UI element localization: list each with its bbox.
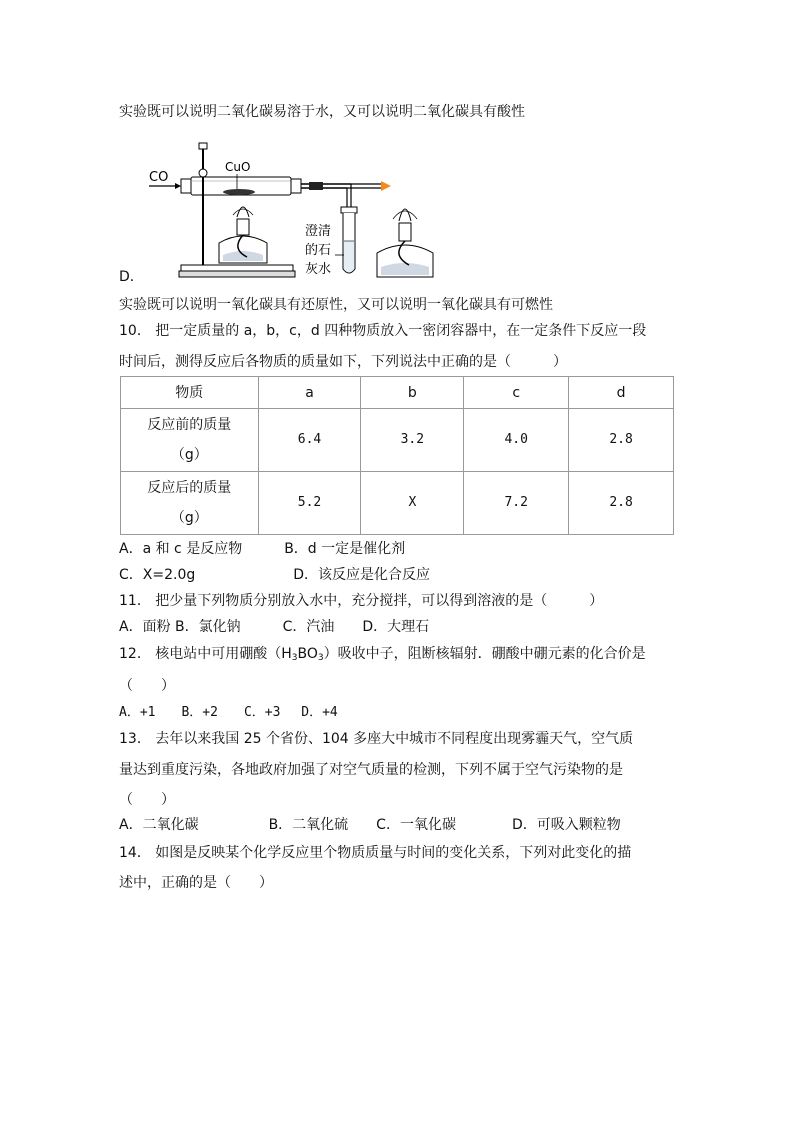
- row-label-cell: [121, 472, 259, 535]
- q12-text-post: ）吸收中子，阻断核辐射．硼酸中硼元素的化合价是: [323, 646, 646, 662]
- q10-line-1: 10． 把一定质量的 a，b，c，d 四种物质放入一密闭容器中，在一定条件下反应一段: [119, 323, 647, 339]
- table-cell: 5.2: [258, 472, 361, 535]
- table-row: [121, 409, 674, 472]
- limewater-label-2: 的石: [305, 243, 332, 258]
- option-d-label: D．: [119, 269, 144, 285]
- table-header-row: [121, 377, 674, 409]
- mass-table: [120, 376, 674, 535]
- table-cell: 4.0: [464, 409, 569, 472]
- q10-options-1: A．a 和 c 是反应物 B．d 一定是催化剂: [119, 541, 406, 557]
- table-header-cell: d: [569, 377, 674, 409]
- q10-line-2: 时间后，测得反应后各物质的质量如下，下列说法中正确的是（ ）: [119, 354, 567, 370]
- q12-text-mid: BO: [297, 646, 318, 662]
- limewater-label-3: 灰水: [305, 262, 332, 277]
- q12-paren: （ ）: [119, 678, 175, 694]
- row-label: 反应后的质量: [147, 480, 232, 496]
- row-label: 反应前的质量: [147, 417, 232, 433]
- q13-options: A．二氧化碳 B．二氧化硫 C．一氧化碳 D．可吸入颗粒物: [119, 817, 621, 833]
- q12-subscript-1: 3: [291, 653, 298, 663]
- q12-text-pre: 12． 核电站中可用硼酸（H: [119, 646, 292, 662]
- row-unit: （g）: [170, 447, 208, 463]
- cuo-label: CuO: [225, 160, 251, 174]
- cuo-powder: [223, 189, 255, 195]
- table-cell: 2.8: [569, 472, 674, 535]
- q11-line-1: 11． 把少量下列物质分别放入水中，充分搅拌，可以得到溶液的是（ ）: [119, 593, 604, 609]
- q12-options: A．+1 B．+2 C．+3 D．+4: [119, 705, 338, 720]
- flame-at-outlet: [381, 181, 391, 191]
- q12-subscript-2: 3: [317, 653, 324, 663]
- table-header-cell: 物质: [121, 377, 259, 409]
- table-cell: 2.8: [569, 409, 674, 472]
- table-header-cell: c: [464, 377, 569, 409]
- q13-line-2: 量达到重度污染，各地政府加强了对空气质量的检测，下列不属于空气污染物的是: [119, 762, 623, 778]
- table-cell: 7.2: [464, 472, 569, 535]
- co-label: CO: [149, 170, 169, 185]
- q14-line-2: 述中，正确的是（ ）: [119, 875, 273, 891]
- table-cell: 6.4: [258, 409, 361, 472]
- q11-options: A．面粉 B．氯化钠 C．汽油 D．大理石: [119, 619, 430, 635]
- row-unit: （g）: [170, 510, 208, 526]
- option-d-text: 实验既可以说明一氧化碳具有还原性，又可以说明一氧化碳具有可燃性: [119, 297, 553, 313]
- q14-line-1: 14． 如图是反映某个化学反应里个物质质量与时间的变化关系，下列对此变化的描: [119, 845, 632, 861]
- table-cell: X: [361, 472, 464, 535]
- co-reduction-apparatus-diagram: [119, 137, 599, 287]
- row-label-cell: [121, 409, 259, 472]
- q12-line-1: [119, 644, 646, 668]
- option-c-text: 实验既可以说明二氧化碳易溶于水，又可以说明二氧化碳具有酸性: [119, 104, 525, 120]
- table-row: [121, 472, 674, 535]
- table-header-cell: b: [361, 377, 464, 409]
- table-cell: 3.2: [361, 409, 464, 472]
- limewater-label-1: 澄清: [305, 224, 332, 239]
- q13-paren: （ ）: [119, 792, 175, 808]
- table-header-cell: a: [258, 377, 361, 409]
- q13-line-1: 13． 去年以来我国 25 个省份、104 多座大中城市不同程度出现雾霾天气，空气质: [119, 731, 634, 747]
- q10-options-2: C．X=2.0g D．该反应是化合反应: [119, 567, 431, 583]
